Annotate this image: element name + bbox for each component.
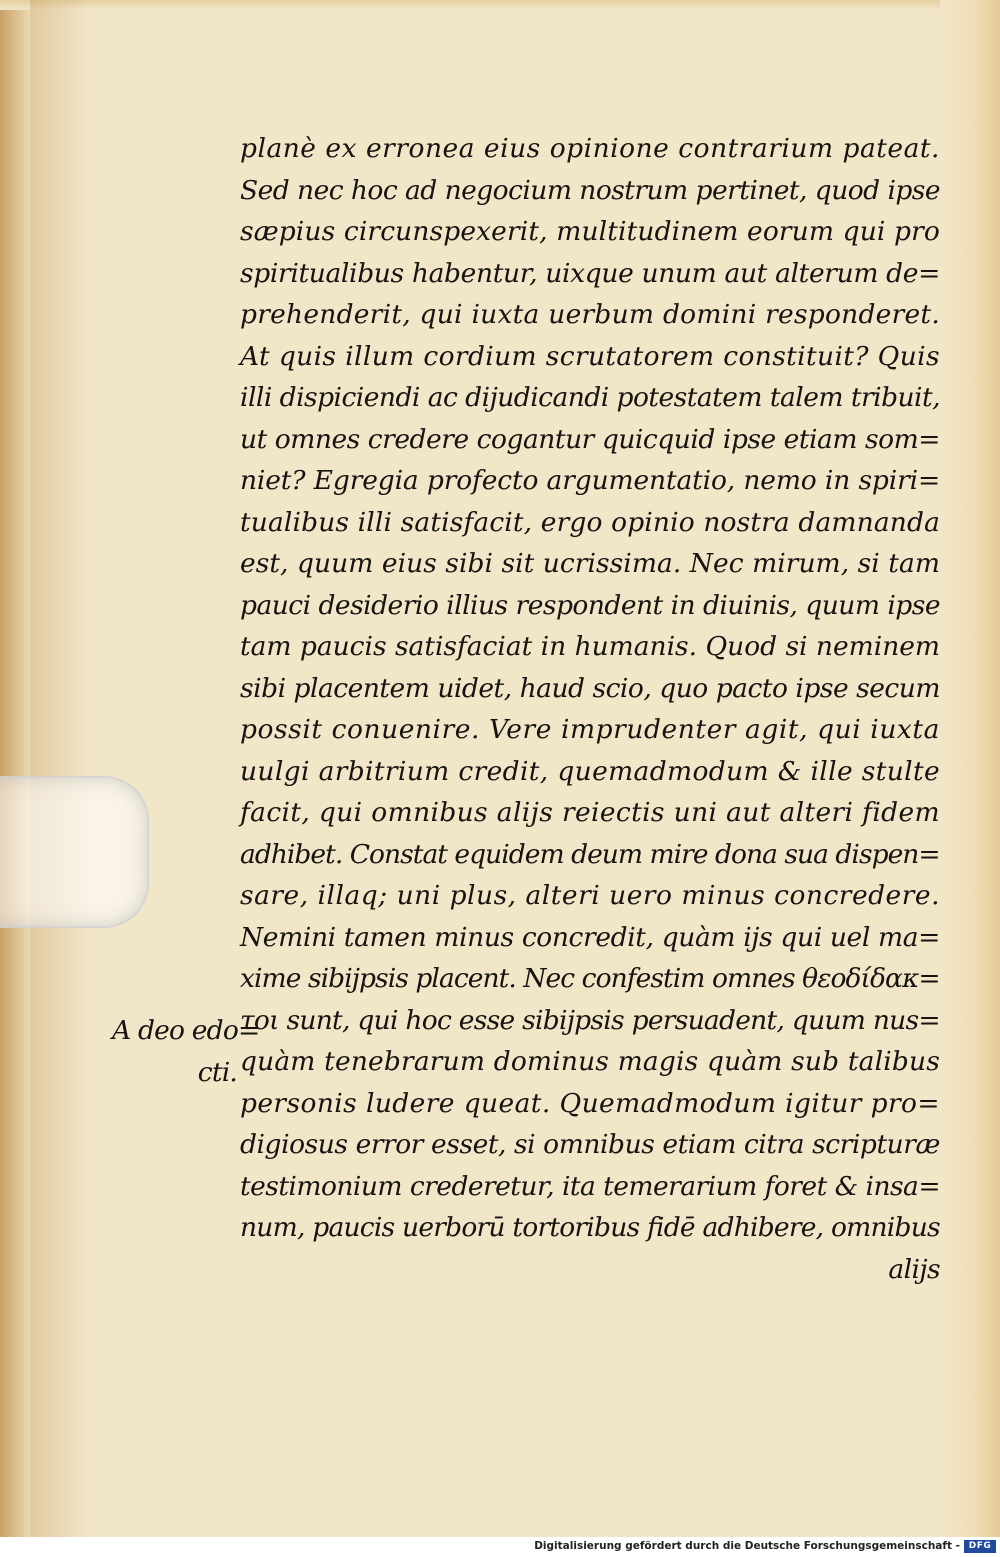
- text-line: adhibet. Constat equidem deum mire dona sua dispen=: [240, 838, 940, 870]
- footer-bar: [0, 1537, 1000, 1557]
- text-line: testimonium crederetur, ita temerarium foret & insa=: [240, 1170, 940, 1202]
- page-gutter-edge: [0, 0, 30, 1537]
- margin-note-line: cti.: [197, 1056, 237, 1088]
- text-line: pauci desiderio illius respondent in diuinis, quum ipse: [240, 589, 940, 621]
- margin-note-line: A deo edo=: [112, 1015, 260, 1046]
- text-line: planè ex erronea eius opinione contrarium pateat.: [240, 133, 940, 164]
- catchword: alijs: [888, 1253, 940, 1285]
- page-right-edge: [940, 0, 1000, 1537]
- text-line: quàm tenebrarum dominus magis quàm sub talibus: [240, 1046, 940, 1077]
- text-line: tam paucis satisfaciat in humanis. Quod si neminem: [240, 631, 940, 662]
- text-line: At quis illum cordium scrutatorem constituit? Quis: [240, 340, 940, 372]
- text-line: xime sibijpsis placent. Nec confestim omnes θεοδίδακ=: [240, 963, 940, 994]
- text-line: prehenderit, qui iuxta uerbum domini responderet.: [240, 299, 940, 330]
- margin-note: [112, 1010, 260, 1093]
- page-top-edge: [0, 0, 1000, 10]
- text-line: ut omnes credere cogantur quicquid ipse etiam som=: [240, 423, 940, 455]
- page-holder-clip: [0, 776, 149, 928]
- text-line: num, paucis uerborū tortoribus fidē adhibere, omnibus: [240, 1212, 940, 1243]
- text-line: Nemini tamen minus concredit, quàm ijs qui uel ma=: [240, 921, 940, 953]
- text-line: personis ludere queat. Quemadmodum igitur pro=: [240, 1087, 940, 1119]
- page-gutter-shadow: [30, 0, 90, 1537]
- text-line: sare, illaq; uni plus, alteri uero minus concredere.: [240, 880, 940, 911]
- text-line: tualibus illi satisfacit, ergo opinio nostra damnanda: [240, 506, 940, 538]
- text-line: est, quum eius sibi sit ucrissima. Nec mirum, si tam: [240, 548, 940, 579]
- dfg-logo: DFG: [964, 1540, 996, 1553]
- text-line: niet? Egregia profecto argumentatio, nemo in spiri=: [240, 465, 940, 496]
- text-line: digiosus error esset, si omnibus etiam citra scripturæ: [240, 1129, 940, 1160]
- text-line: uulgi arbitrium credit, quemadmodum & ille stulte: [240, 755, 940, 787]
- text-line: τοι sunt, qui hoc esse sibijpsis persuadent, quum nus=: [240, 1004, 940, 1036]
- text-line: sæpius circunspexerit, multitudinem eorum qui pro: [240, 216, 940, 247]
- text-line: spiritualibus habentur, uixque unum aut alterum de=: [240, 257, 940, 289]
- text-line: possit conuenire. Vere imprudenter agit, qui iuxta: [240, 714, 940, 745]
- body-text: [240, 128, 940, 1290]
- text-line: Sed nec hoc ad negocium nostrum pertinet, quod ipse: [240, 174, 940, 206]
- text-line: facit, qui omnibus alijs reiectis uni aut alteri fidem: [240, 797, 940, 828]
- text-line: illi dispiciendi ac dijudicandi potestatem talem tribuit,: [240, 382, 940, 413]
- digitization-credit: Digitalisierung gefördert durch die Deutsche Forschungsgemeinschaft -: [534, 1540, 960, 1552]
- text-line: sibi placentem uidet, haud scio, quo pacto ipse secum: [240, 672, 940, 704]
